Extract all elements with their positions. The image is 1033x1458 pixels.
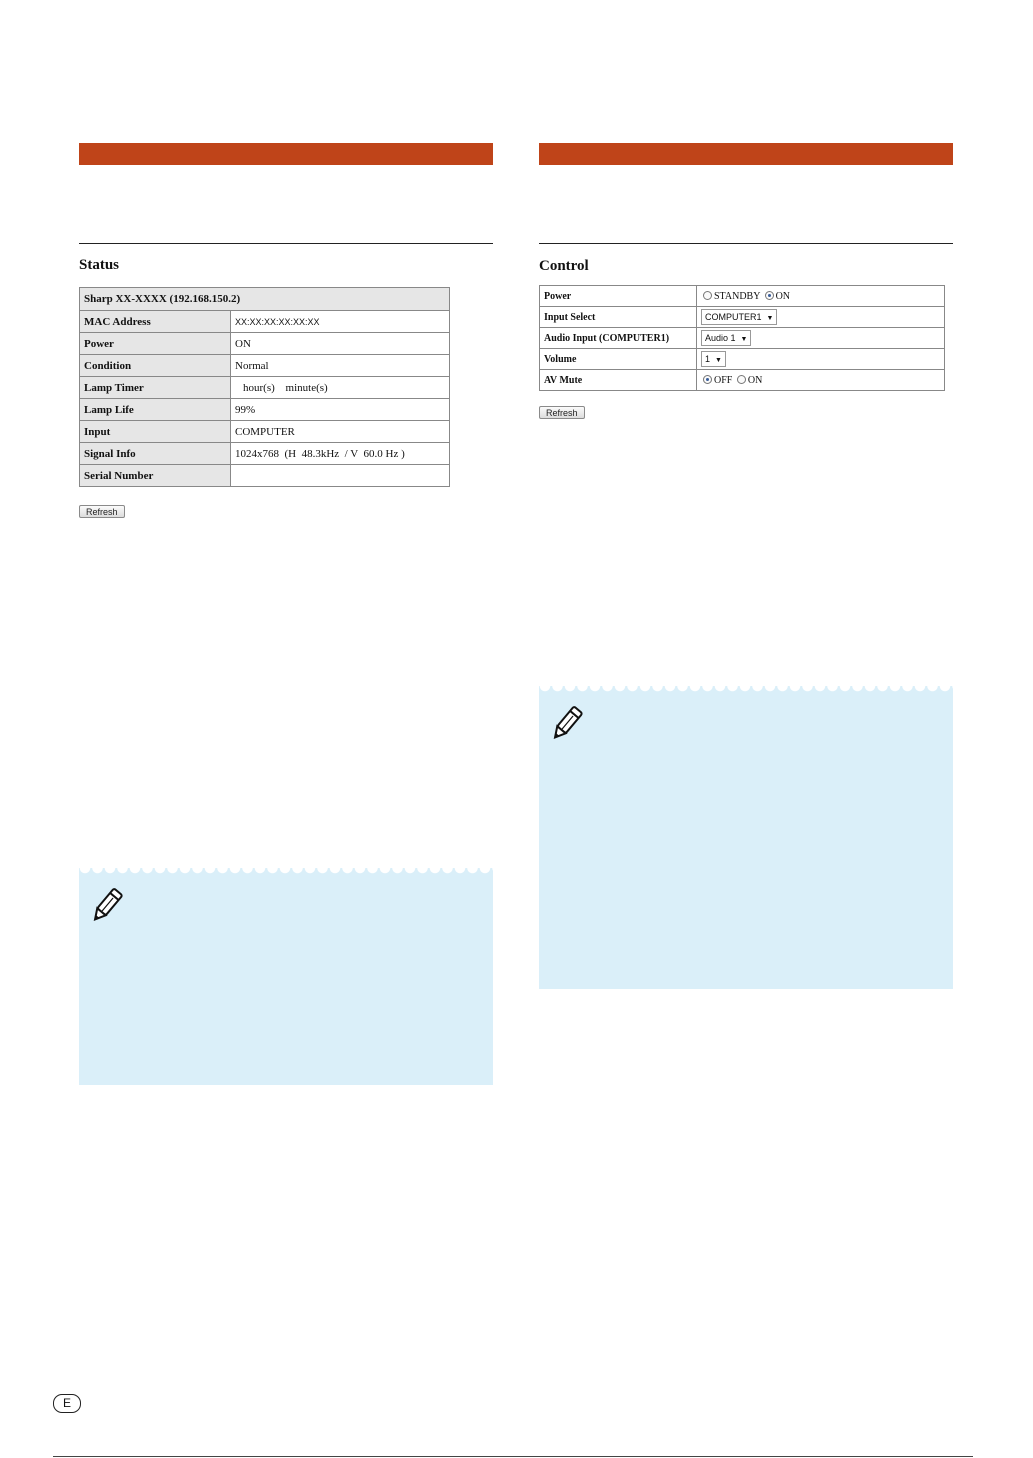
on-radio[interactable]	[765, 291, 774, 300]
status-table	[79, 287, 450, 487]
off-radio[interactable]	[703, 375, 712, 384]
row-label: Power	[80, 333, 231, 355]
on-label: ON	[747, 374, 763, 386]
power-value: ON	[231, 333, 450, 355]
row-label: AV Mute	[540, 370, 697, 391]
table-row	[540, 370, 945, 391]
note-box	[79, 868, 493, 1085]
table-row	[540, 307, 945, 328]
mac-address-value: XX:XX:XX:XX:XX:XX	[231, 311, 450, 333]
off-label: OFF	[714, 374, 733, 386]
volume-dropdown[interactable]	[701, 351, 726, 367]
row-label: Condition	[80, 355, 231, 377]
pencil-icon	[547, 704, 587, 744]
control-table	[539, 285, 945, 391]
refresh-button[interactable]: Refresh	[539, 406, 585, 419]
section-header-bar	[79, 143, 493, 165]
input-select-cell	[697, 307, 945, 328]
row-label: Volume	[540, 349, 697, 370]
table-row	[540, 328, 945, 349]
table-row	[80, 355, 450, 377]
row-label: Input	[80, 421, 231, 443]
condition-value: Normal	[231, 355, 450, 377]
table-row	[80, 443, 450, 465]
minutes-unit: minute(s)	[285, 381, 328, 394]
audio-input-cell	[697, 328, 945, 349]
pencil-icon	[87, 886, 127, 926]
device-header: Sharp XX-XXXX (192.168.150.2)	[80, 288, 450, 311]
hours-unit: hour(s)	[243, 381, 275, 394]
note-box	[539, 686, 953, 989]
row-label: Signal Info	[80, 443, 231, 465]
chevron-down-icon: ▼	[766, 315, 774, 322]
on-radio[interactable]	[737, 375, 746, 384]
input-select-dropdown[interactable]	[701, 309, 777, 325]
footer-rule	[53, 1456, 973, 1457]
row-label: Power	[540, 286, 697, 307]
lamp-life-value: 99%	[231, 399, 450, 421]
row-label: Lamp Timer	[80, 377, 231, 399]
note-scallop-edge	[79, 868, 493, 884]
table-row	[80, 421, 450, 443]
row-label: Serial Number	[80, 465, 231, 487]
refresh-button[interactable]: Refresh	[79, 505, 125, 518]
table-header-row	[80, 288, 450, 311]
control-title: Control	[539, 258, 589, 274]
table-row	[80, 399, 450, 421]
serial-number-value	[231, 465, 450, 487]
audio-input-value: Audio 1	[705, 333, 736, 343]
input-value: COMPUTER	[231, 421, 450, 443]
signal-info-value: 1024x768 (H 48.3kHz / V 60.0 Hz )	[231, 443, 450, 465]
av-mute-control	[697, 370, 945, 391]
right-column	[539, 143, 953, 418]
table-row	[80, 333, 450, 355]
input-select-value: COMPUTER1	[705, 312, 762, 322]
standby-radio[interactable]	[703, 291, 712, 300]
standby-label: STANDBY	[714, 290, 761, 302]
volume-cell	[697, 349, 945, 370]
row-label: MAC Address	[80, 311, 231, 333]
on-label: ON	[775, 290, 791, 302]
audio-input-dropdown[interactable]	[701, 330, 751, 346]
divider	[79, 243, 493, 244]
note-scallop-edge	[539, 686, 953, 702]
table-row	[540, 349, 945, 370]
table-row	[540, 286, 945, 307]
table-row	[80, 311, 450, 333]
row-label: Lamp Life	[80, 399, 231, 421]
status-title: Status	[79, 257, 120, 273]
power-control	[697, 286, 945, 307]
table-row	[80, 377, 450, 399]
divider	[539, 243, 953, 244]
row-label: Audio Input (COMPUTER1)	[540, 328, 697, 349]
lamp-timer-value	[231, 377, 450, 399]
row-label: Input Select	[540, 307, 697, 328]
chevron-down-icon: ▼	[740, 336, 748, 343]
volume-value: 1	[705, 354, 711, 364]
chevron-down-icon: ▼	[715, 357, 722, 364]
section-header-bar	[539, 143, 953, 165]
left-column	[79, 143, 493, 517]
page-language-marker: E	[53, 1394, 81, 1413]
table-row	[80, 465, 450, 487]
